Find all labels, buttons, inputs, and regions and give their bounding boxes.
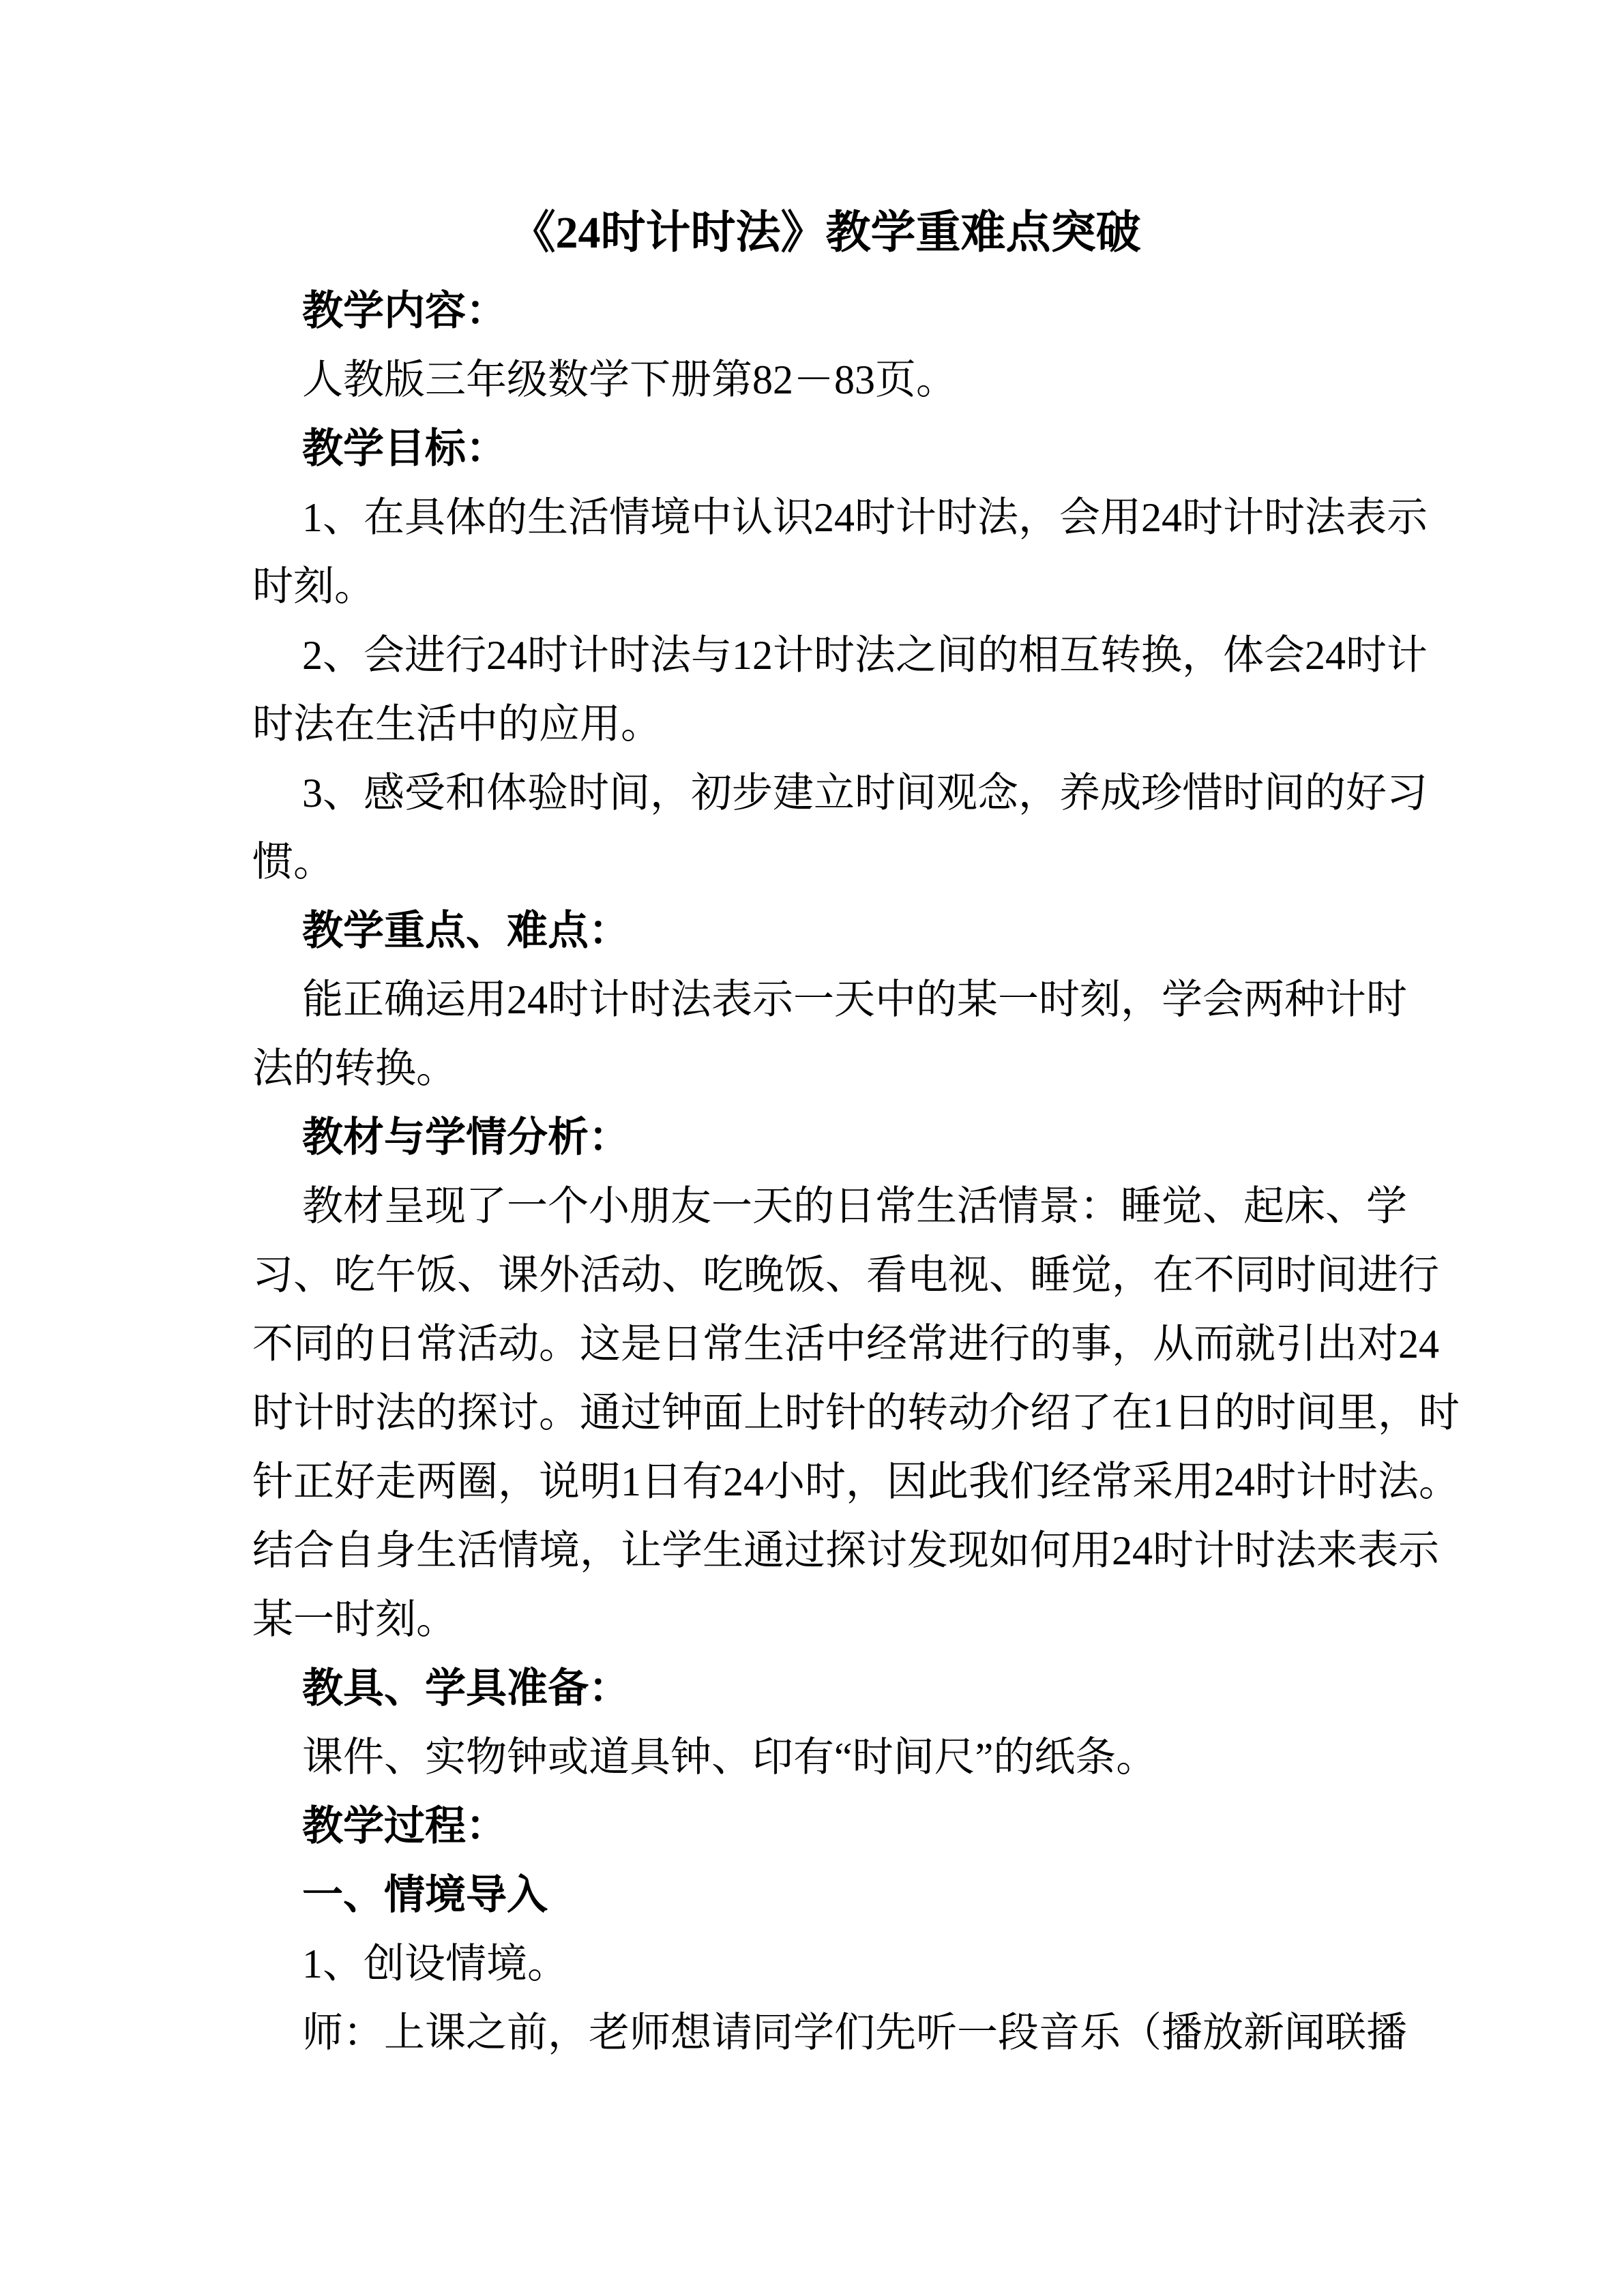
document-line: 教学内容： xyxy=(302,288,507,333)
document-line: 教材呈现了一个小朋友一天的日常生活情景：睡觉、起床、学 xyxy=(302,1184,1407,1229)
document-line: 法的转换。 xyxy=(252,1046,457,1091)
document-line: 习、吃午饭、课外活动、吃晚饭、看电视、睡觉，在不同时间进行 xyxy=(252,1253,1439,1298)
document-title: 《24时计时法》教学重难点突破 xyxy=(510,208,1141,258)
document-content xyxy=(252,0,1460,2068)
document-line: 1、在具体的生活情境中认识24时计时法，会用24时计时法表示 xyxy=(302,495,1428,540)
document-line: 1、创设情境。 xyxy=(302,1941,568,1986)
document-line: 教材与学情分析： xyxy=(302,1115,630,1160)
document-line: 师：上课之前，老师想请同学们先听一段音乐（播放新闻联播 xyxy=(302,2010,1407,2055)
document-line: 惯。 xyxy=(252,839,334,884)
document-line: 2、会进行24时计时法与12计时法之间的相互转换，体会24时计 xyxy=(302,633,1428,678)
document-line: 结合自身生活情境，让学生通过探讨发现如何用24时计时法来表示 xyxy=(252,1528,1439,1573)
document-line: 时计时法的探讨。通过钟面上时针的转动介绍了在1日的时间里，时 xyxy=(252,1390,1460,1435)
document-line: 课件、实物钟或道具钟、印有“时间尺”的纸条。 xyxy=(302,1735,1157,1780)
document-line: 3、感受和体验时间，初步建立时间观念，养成珍惜时间的好习 xyxy=(302,771,1428,816)
document-line: 时法在生活中的应用。 xyxy=(252,702,662,747)
document-line: 教学重点、难点： xyxy=(302,908,630,953)
document-line: 不同的日常活动。这是日常生活中经常进行的事，从而就引出对24 xyxy=(252,1322,1439,1367)
document-line: 能正确运用24时计时法表示一天中的某一时刻，学会两种计时 xyxy=(302,977,1407,1022)
document-line: 某一时刻。 xyxy=(252,1597,457,1642)
document-line: 时刻。 xyxy=(252,564,375,609)
document-line: 一、情境导入 xyxy=(302,1873,548,1918)
document-line: 教具、学具准备： xyxy=(302,1666,630,1711)
document-line: 教学目标： xyxy=(302,426,507,471)
document-line: 针正好走两圈，说明1日有24小时，因此我们经常采用24时计时法。 xyxy=(252,1459,1460,1504)
document-line: 教学过程： xyxy=(302,1804,507,1849)
document-line: 人教版三年级数学下册第82－83页。 xyxy=(302,357,957,402)
document-lines xyxy=(252,277,1460,2068)
